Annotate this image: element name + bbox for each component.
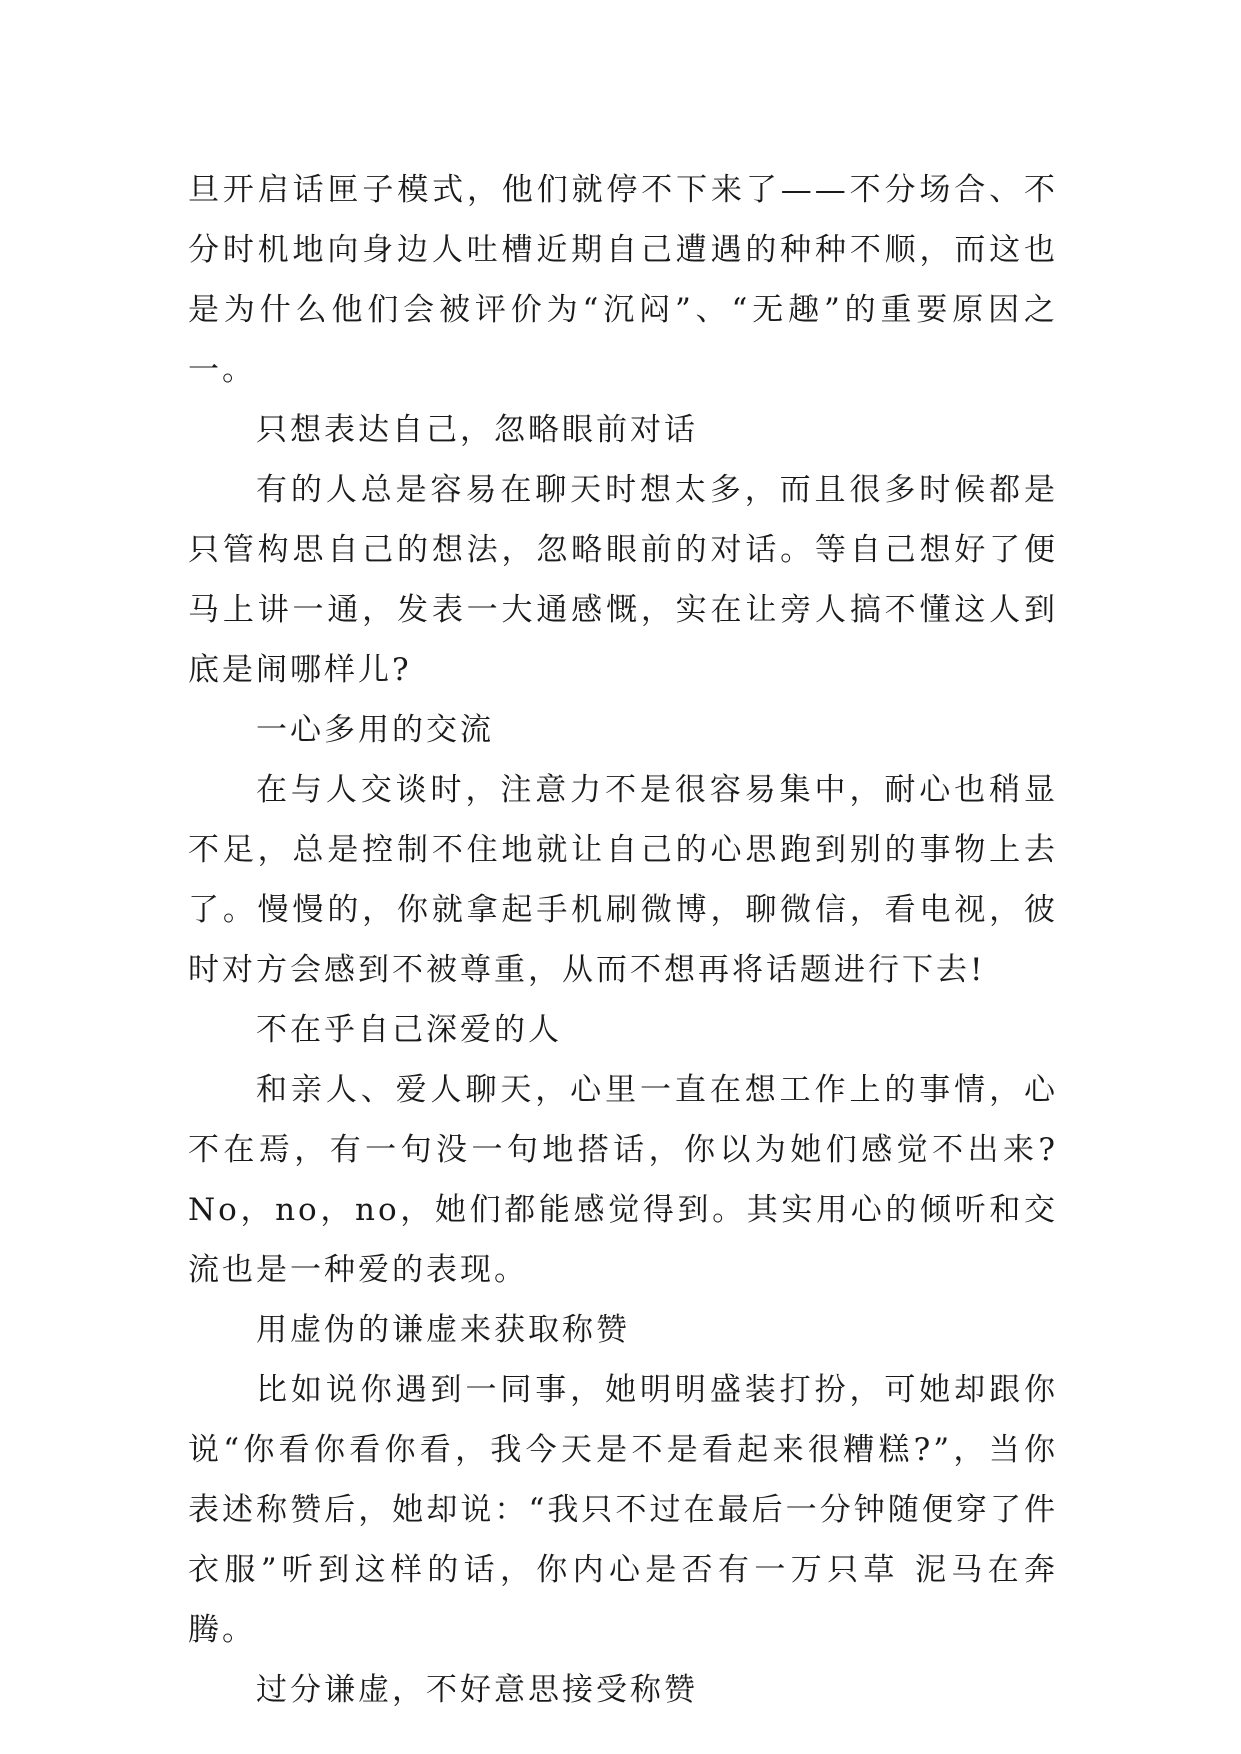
- paragraph-body: 比如说你遇到一同事，她明明盛装打扮，可她却跟你说“你看你看你看，我今天是不是看起来很糟糕?”，当你表述称赞后，她却说：“我只不过在最后一分钟随便穿了件衣服”听到这样的话，你内心是否有一万只草 泥马在奔腾。: [188, 1372, 1058, 1648]
- section-heading: 一心多用的交流: [256, 712, 494, 748]
- document-body: [188, 160, 1058, 1720]
- paragraph-body: 在与人交谈时，注意力不是很容易集中，耐心也稍显不足，总是控制不住地就让自己的心思跑到别的事物上去了。慢慢的，你就拿起手机刷微博，聊微信，看电视，彼时对方会感到不被尊重，从而不想再将话题进行下去!: [188, 772, 1058, 988]
- section-heading: 不在乎自己深爱的人: [256, 1012, 562, 1048]
- paragraph-body: 和亲人、爱人聊天，心里一直在想工作上的事情，心不在焉，有一句没一句地搭话，你以为她们感觉不出来?No，no，no，她们都能感觉得到。其实用心的倾听和交流也是一种爱的表现。: [188, 1072, 1058, 1288]
- section-heading: 用虚伪的谦虚来获取称赞: [256, 1312, 630, 1348]
- paragraph-body: 有的人总是容易在聊天时想太多，而且很多时候都是只管构思自己的想法，忽略眼前的对话。等自己想好了便马上讲一通，发表一大通感慨，实在让旁人搞不懂这人到底是闹哪样儿?: [188, 472, 1058, 688]
- section-heading: 过分谦虚，不好意思接受称赞: [256, 1672, 698, 1708]
- paragraph-body: 旦开启话匣子模式，他们就停不下来了——不分场合、不分时机地向身边人吐槽近期自己遭遇的种种不顺，而这也是为什么他们会被评价为“沉闷”、“无趣”的重要原因之一。: [188, 172, 1058, 388]
- section-heading: 只想表达自己，忽略眼前对话: [256, 412, 698, 448]
